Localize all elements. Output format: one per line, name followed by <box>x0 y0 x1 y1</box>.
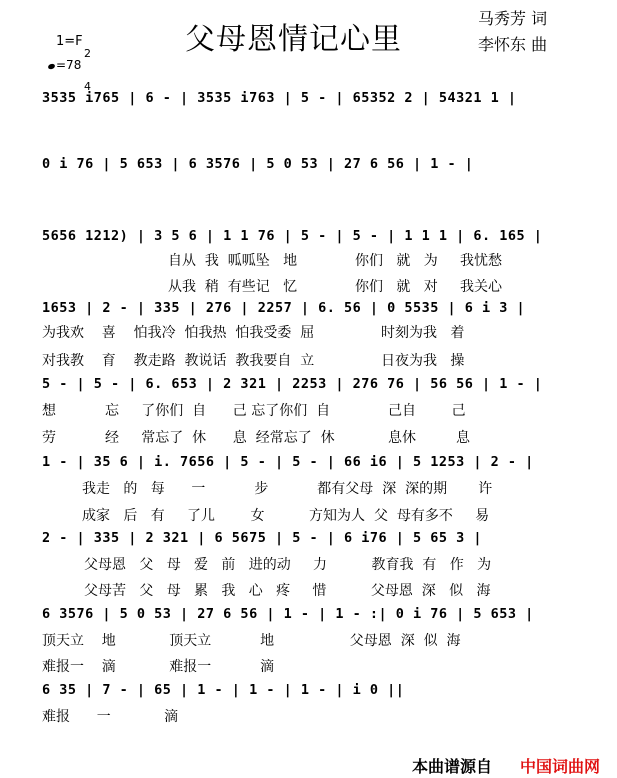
lyric-line: 从我 稍 有些记 忆 你们 就 对 我关心 <box>168 279 502 295</box>
tempo-value: =78 <box>56 58 82 72</box>
notation-row-4 <box>42 298 572 322</box>
lyric-line: 顶天立 地 顶天立 地 父母恩 深 似 海 <box>42 633 461 649</box>
notation-text: 2 - | 335 | 2 321 | 6 5675 | 5 - | 6 i76 | 5 65 3 | <box>42 530 483 546</box>
lyric-line: 为我欢 喜 怕我冷 怕我热 怕我受委 屈 时刻为我 着 <box>42 325 465 341</box>
source-label: 本曲谱源自 <box>412 757 493 776</box>
lyric-line: 我走 的 每 一 步 都有父母 深 深的期 许 <box>82 481 493 497</box>
lyric-line: 父母苦 父 母 累 我 心 疼 惜 父母恩 深 似 海 <box>84 583 491 599</box>
lyric-line: 难报 一 滴 <box>42 709 179 725</box>
time-signature-top: 2 <box>84 47 91 60</box>
notation-text: 6 3576 | 5 0 53 | 27 6 56 | 1 - | 1 - :| 0 i 76 | 5 653 | <box>42 606 534 622</box>
lyric-line: 难报一 滴 难报一 滴 <box>42 659 275 675</box>
composer-credit: 李怀东 曲 <box>478 35 548 54</box>
notation-text: 1 - | 35 6 | i. 7656 | 5 - | 5 - | 66 i6 | 5 1253 | 2 - | <box>42 454 534 470</box>
notation-row-1 <box>42 88 572 112</box>
notation-row-5 <box>42 374 572 398</box>
lyric-line: 父母恩 父 母 爱 前 进的动 力 教育我 有 作 为 <box>84 557 492 573</box>
notation-text: 3535 i765 | 6 - | 3535 i763 | 5 - | 65352 2 | 54321 1 | <box>42 90 517 106</box>
lyric-line: 劳 经 常忘了 休 息 经常忘了 休 息休 息 <box>42 430 471 446</box>
site-name-link[interactable]: 中国词曲网 <box>520 757 601 776</box>
lyricist-credit: 马秀芳 词 <box>478 9 548 28</box>
song-title: 父母恩情记心里 <box>185 22 402 57</box>
notation-row-6 <box>42 452 572 476</box>
key-signature: 1=F <box>56 34 83 49</box>
notation-text: 6 35 | 7 - | 65 | 1 - | 1 - | 1 - | i 0 || <box>42 682 405 698</box>
notation-text: 5 - | 5 - | 6. 653 | 2 321 | 2253 | 276 76 | 56 56 | 1 - | <box>42 376 543 392</box>
notation-row-9 <box>42 680 572 704</box>
notation-row-7 <box>42 528 572 552</box>
lyric-line: 想 忘 了你们 自 己 忘了你们 自 己自 己 <box>42 403 466 419</box>
notation-text: 1653 | 2 - | 335 | 276 | 2257 | 6. 56 | 0 5535 | 6 i 3 | <box>42 300 526 316</box>
notation-text: 0 i 76 | 5 653 | 6 3576 | 5 0 53 | 27 6 56 | 1 - | <box>42 156 474 172</box>
notation-row-2 <box>42 154 572 178</box>
notation-row-3 <box>42 226 572 250</box>
notation-text: 5656 1212) | 3 5 6 | 1 1 76 | 5 - | 5 - | 1 1 1 | 6. 165 | <box>42 228 543 244</box>
time-signature-bottom: 4 <box>84 80 91 93</box>
lyric-line: 自从 我 呱呱坠 地 你们 就 为 我忧愁 <box>168 253 502 269</box>
notation-row-8 <box>42 604 572 628</box>
lyric-line: 成家 后 有 了儿 女 方知为人 父 母有多不 易 <box>82 508 490 524</box>
quarter-note-icon <box>47 63 55 70</box>
lyric-line: 对我教 育 教走路 教说话 教我要自 立 日夜为我 操 <box>42 353 465 369</box>
tempo-marking <box>48 58 81 72</box>
